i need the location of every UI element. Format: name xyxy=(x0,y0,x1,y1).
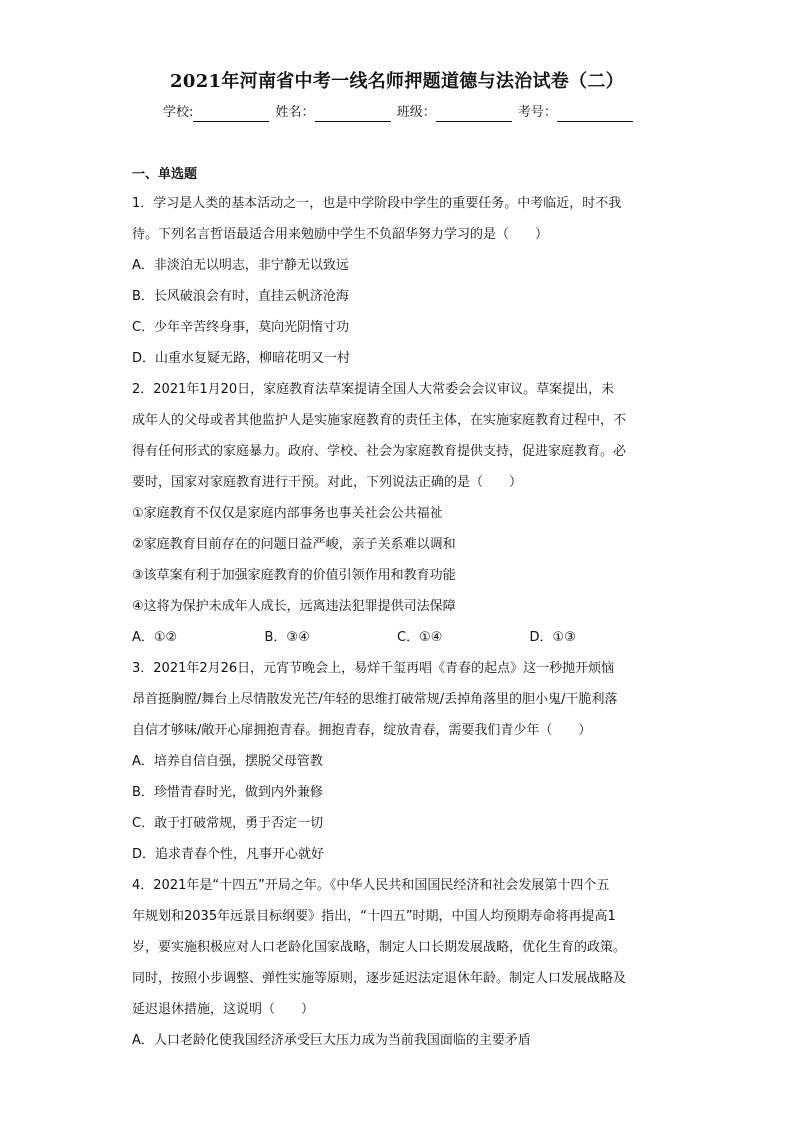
question-2-line: 要时，国家对家庭教育进行干预。对此，下列说法正确的是（ ） xyxy=(132,475,523,490)
question-2-statement-3: ③该草案有利于加强家庭教育的价值引领作用和教育功能 xyxy=(132,568,456,583)
section-heading: 一、单选题 xyxy=(132,167,198,182)
class-blank[interactable] xyxy=(436,107,512,122)
question-2-line: 成年人的父母或者其他监护人是实施家庭教育的责任主体，在实施家庭教育过程中，不 xyxy=(132,413,627,428)
question-3-option-b: B．珍惜青春时光，做到内外兼修 xyxy=(132,785,323,800)
questions-content xyxy=(132,188,662,1056)
question-3-option-a: A．培养自信自强，摆脱父母管教 xyxy=(132,754,323,769)
question-4-option-a: A．人口老龄化使我国经济承受巨大压力成为当前我国面临的主要矛盾 xyxy=(132,1033,531,1048)
question-4-line: 4．2021年是“十四五”开局之年。《中华人民共和国国民经济和社会发展第十四个五 xyxy=(132,878,610,893)
question-2-option-c: C．①④ xyxy=(397,630,443,645)
question-1 xyxy=(132,188,662,374)
name-blank[interactable] xyxy=(315,107,391,122)
question-3-option-c: C．敢于打破常规，勇于否定一切 xyxy=(132,816,324,831)
class-label: 班级： xyxy=(396,105,436,120)
question-4 xyxy=(132,870,662,1056)
exam-title: 2021年河南省中考一线名师押题道德与法治试卷（二） xyxy=(170,71,624,92)
school-field xyxy=(163,104,271,122)
question-3-line: 昂首挺胸膛/舞台上尽情散发光芒/年轻的思维打破常规/丢掉角落里的胆小鬼/干脆利落 xyxy=(132,692,618,707)
name-field xyxy=(276,104,393,122)
school-label: 学校: xyxy=(163,105,194,120)
student-info-row xyxy=(163,104,635,122)
question-3-option-d: D．追求青春个性，凡事开心就好 xyxy=(132,847,325,862)
question-1-option-b: B．长风破浪会有时，直挂云帆济沧海 xyxy=(132,289,349,304)
question-1-option-d: D．山重水复疑无路，柳暗花明又一村 xyxy=(132,351,351,366)
question-2-option-b: B．③④ xyxy=(264,630,310,645)
question-4-line: 年规划和2035年远景目标纲要》指出，“十四五”时期，中国人均预期寿命将再提高1 xyxy=(132,909,616,924)
question-2-options xyxy=(132,622,662,653)
question-2-statement-1: ①家庭教育不仅仅是家庭内部事务也事关社会公共福祉 xyxy=(132,506,443,521)
question-1-option-a: A．非淡泊无以明志，非宁静无以致远 xyxy=(132,258,349,273)
question-1-line: 1．学习是人类的基本活动之一，也是中学阶段中学生的重要任务。中考临近，时不我 xyxy=(132,196,622,211)
question-2-option-a: A．①② xyxy=(132,630,178,645)
question-3-line: 3．2021年2月26日，元宵节晚会上，易烊千玺再唱《青春的起点》这一秒抛开烦恼 xyxy=(132,661,615,676)
question-2-option-d: D．①③ xyxy=(529,630,576,645)
question-2-line: 得有任何形式的家庭暴力。政府、学校、社会为家庭教育提供支持，促进家庭教育。必 xyxy=(132,444,627,459)
name-label: 姓名： xyxy=(275,105,315,120)
exam-number-blank[interactable] xyxy=(557,107,633,122)
question-4-line: 岁，要实施积极应对人口老龄化国家战略，制定人口长期发展战略，优化生育的政策。 xyxy=(132,940,627,955)
question-2-line: 2．2021年1月20日，家庭教育法草案提请全国人大常委会会议审议。草案提出，未 xyxy=(132,382,615,397)
question-3-line: 自信才够味/敞开心扉拥抱青春。拥抱青春，绽放青春，需要我们青少年（ ） xyxy=(132,723,592,738)
question-1-option-c: C．少年辛苦终身事，莫向光阴惰寸功 xyxy=(132,320,350,335)
question-4-line: 同时，按照小步调整、弹性实施等原则，逐步延迟法定退休年龄。制定人口发展战略及 xyxy=(132,971,627,986)
question-1-line: 待。下列名言哲语最适合用来勉励中学生不负韶华努力学习的是（ ） xyxy=(132,227,549,242)
question-2-statement-2: ②家庭教育目前存在的问题日益严峻，亲子关系难以调和 xyxy=(132,537,456,552)
school-blank[interactable] xyxy=(193,107,269,122)
exam-number-label: 考号： xyxy=(517,105,557,120)
question-3 xyxy=(132,653,662,870)
question-2-statement-4: ④这将为保护未成年人成长，远离违法犯罪提供司法保障 xyxy=(132,599,456,614)
question-2 xyxy=(132,374,662,653)
exam-number-field xyxy=(518,104,635,122)
question-4-line: 延迟退休措施，这说明（ ） xyxy=(132,1002,315,1017)
class-field xyxy=(397,104,514,122)
